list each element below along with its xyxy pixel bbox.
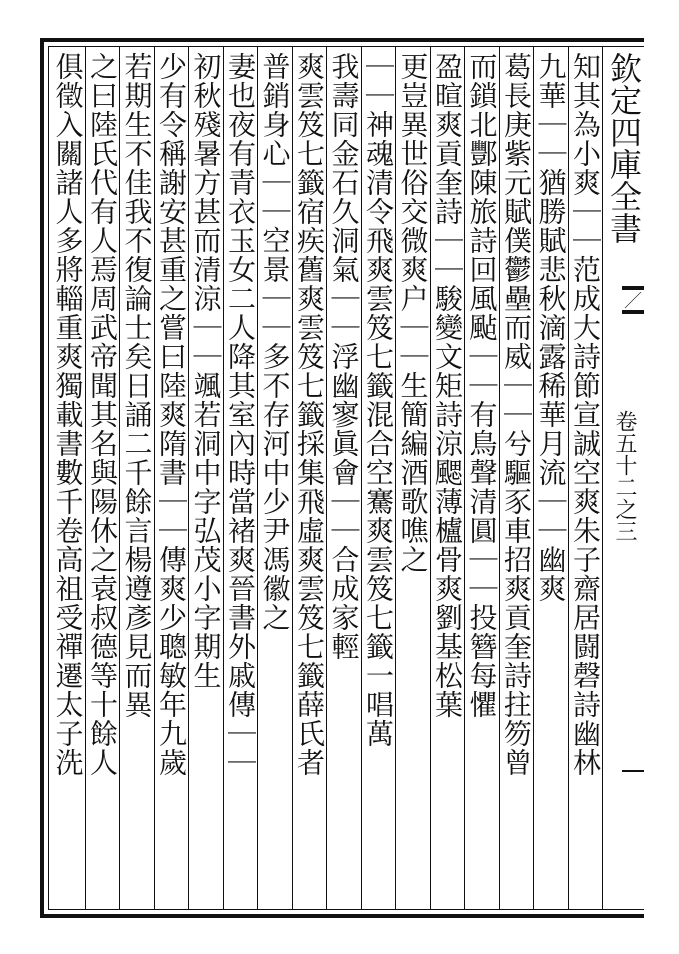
text-column-8: 我壽同金石久洞氣｜｜浮幽寥眞會｜｜合成家輕 <box>328 52 361 661</box>
text-column-13: 少有令稱謝安甚重之嘗曰陸爽隋書｜｜傳爽少聰敏年九歲 <box>155 52 188 777</box>
column-rule <box>533 46 534 910</box>
text-column-5: 盈暄爽貢奎詩｜｜駿變文矩詩涼颸薄櫨骨爽劉基松葉 <box>431 52 464 719</box>
text-column-11: 妻也夜有青衣玉女二人降其室內時當褚爽晉書外戚傳｜｜ <box>224 52 257 777</box>
text-column-10: 普銷身心｜｜空景｜｜多不存河中少尹馮徽之 <box>259 52 292 632</box>
column-rule <box>85 46 86 910</box>
text-column-2: 九華｜｜猶勝賦悲秋滴露稀華月流｜｜幽爽 <box>535 52 568 603</box>
column-rule <box>188 46 189 910</box>
column-rule <box>361 46 362 910</box>
text-column-4: 而鎖北酆陳旅詩回風颭｜｜有鳥聲清圓｜｜投簪每懼 <box>466 52 499 719</box>
text-column-12: 初秋殘暑方甚而清涼｜｜颯若洞中字弘茂小字期生 <box>190 52 223 690</box>
column-rule <box>223 46 224 910</box>
text-column-14: 若期生不佳我不復論士矣日誦二千餘言楊遵彥見而異 <box>121 52 154 719</box>
text-column-7: ｜｜神魂清令飛爽雲笈七籤混合空騫爽雲笈七籤一唱萬 <box>362 52 395 748</box>
text-column-6: 更豈異世俗交微爽户｜｜生簡編酒歌噍之 <box>397 52 430 574</box>
text-column-15: 之曰陸氏代有人焉周武帝聞其名與陽休之袁叔德等十餘人 <box>86 52 119 777</box>
text-column-16: 俱徵入關諸人多將輜重爽獨載書數千卷高祖受禪遷太子洗 <box>52 52 85 777</box>
column-rule <box>154 46 155 910</box>
volume-label: 卷五十二之三 <box>612 410 637 542</box>
margin-tick <box>622 770 644 772</box>
column-rule <box>602 46 603 910</box>
column-rule <box>257 46 258 910</box>
book-title: 欽定四庫全書 <box>605 52 643 244</box>
column-rule <box>430 46 431 910</box>
column-rule <box>292 46 293 910</box>
fishtail-ornament <box>622 286 644 314</box>
text-column-1: 知其為小爽｜｜范成大詩節宣誠空爽朱子齋居闘磬詩幽林 <box>569 52 602 777</box>
column-rule <box>464 46 465 910</box>
text-column-3: 葛長庚紫元賦僕鬱壘而威｜｜兮驅豕車招爽貢奎詩拄笏曾 <box>500 52 533 777</box>
column-rule <box>568 46 569 910</box>
text-column-9: 爽雲笈七籤宿疾舊爽雲笈七籤採集飛虛爽雲笈七籤薛氏者 <box>293 52 326 777</box>
column-rule <box>326 46 327 910</box>
column-rule <box>119 46 120 910</box>
column-rule <box>395 46 396 910</box>
column-rule <box>499 46 500 910</box>
